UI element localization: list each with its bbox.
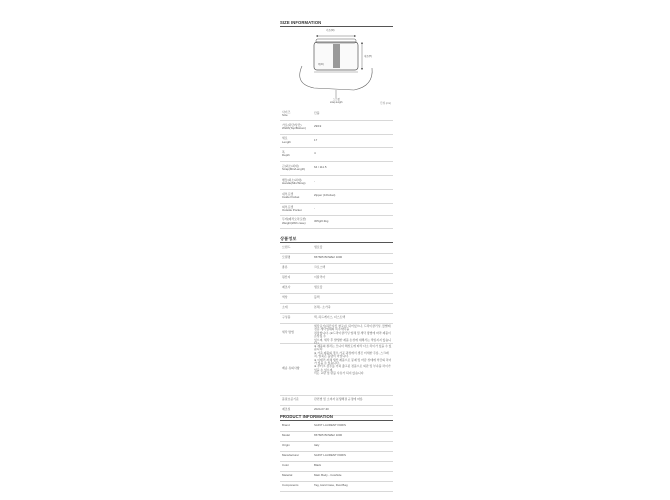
row-value: 세탁표기(하단사진 참고)로 되어있으나, 드라이클리닝, 물빨래 전문 세탁업체의 특수세탁을 권장합니다. (※드라이클리닝 업체 및 세탁 방법에 따라 제품이 손상될 수 있으며, 세탁 후 발생한 제품 손상에 대해서는 책임지지 않습니다.) bbox=[314, 324, 392, 346]
diagram-width-label: 가로(W) bbox=[326, 29, 335, 32]
row-label: 브랜드 bbox=[282, 245, 291, 250]
row-label: 핸들(최소/최대) Handle(Min/Strap) bbox=[282, 177, 306, 185]
table-row bbox=[280, 215, 393, 229]
row-value: Main Body - Cowhide bbox=[314, 473, 342, 478]
row-value: 657605 BOWE2 1000 bbox=[314, 255, 343, 260]
row-label: 배송 유의사항 bbox=[282, 366, 300, 371]
row-label: 세탁 방법 bbox=[282, 330, 294, 335]
diagram-height-label: 세로(H) bbox=[364, 55, 372, 58]
row-value: Tag, Hard Case, Dust Bag bbox=[314, 483, 348, 488]
product-kr-title: 상품정보 bbox=[280, 236, 297, 241]
table-row bbox=[280, 147, 393, 162]
row-label: Color bbox=[282, 463, 289, 468]
row-label: Model bbox=[282, 433, 290, 438]
row-value: - bbox=[314, 206, 315, 211]
table-row bbox=[280, 343, 393, 396]
row-value: 단품 bbox=[314, 111, 320, 116]
row-value: - bbox=[314, 179, 315, 184]
table-row bbox=[280, 120, 393, 135]
row-label: 소재 bbox=[282, 305, 288, 310]
row-label: 무게(제작오차포함) Weight(With case) bbox=[282, 217, 307, 225]
row-label: 외부포켓 Outside Pocket bbox=[282, 204, 302, 212]
row-value: 크로스백 bbox=[314, 265, 326, 270]
row-label: Brand bbox=[282, 423, 290, 428]
diagram-depth-label: 폭(D) bbox=[318, 63, 324, 66]
row-value: 2024-07-30 bbox=[314, 407, 329, 412]
row-label: 구성품 bbox=[282, 315, 291, 320]
row-label: 제조일 bbox=[282, 407, 291, 412]
row-label: Material bbox=[282, 473, 293, 478]
row-value: SAINT LAURENT PARIS bbox=[314, 453, 346, 458]
row-value: 657605 BOWE2 1000 bbox=[314, 433, 343, 438]
row-value: 이탈리아 bbox=[314, 275, 326, 280]
row-value: Italy bbox=[314, 443, 320, 448]
row-label: 종류 bbox=[282, 265, 288, 270]
row-label: 제조사 bbox=[282, 285, 291, 290]
row-label: 폭 Depth bbox=[282, 149, 290, 157]
row-value: 29/19 bbox=[314, 124, 322, 129]
table-row bbox=[280, 134, 393, 148]
row-value: 택, 하드케이스, 더스트백 bbox=[314, 315, 346, 320]
row-value: Black bbox=[314, 463, 322, 468]
row-value: SAINT LAURENT PARIS bbox=[314, 423, 346, 428]
row-value: 관련법 및 소비자 분쟁해결 규정에 따름 bbox=[314, 397, 363, 402]
row-label: 내부포켓 Inside Pocket bbox=[282, 191, 300, 199]
row-label: 가로(하단/상단) Width(Top/Bottom) bbox=[282, 122, 306, 130]
table-row bbox=[280, 161, 393, 176]
row-value: 17 bbox=[314, 137, 318, 142]
row-label: 품질보증기준 bbox=[282, 397, 299, 402]
row-value: 블랙 bbox=[314, 295, 320, 300]
row-label: 색상 bbox=[282, 295, 288, 300]
row-label: 원산지 bbox=[282, 275, 291, 280]
table-row bbox=[280, 323, 393, 344]
row-value: Zipper (1Pocket) bbox=[314, 193, 336, 198]
size-info-divider bbox=[280, 26, 393, 27]
row-label: 세로 Length bbox=[282, 136, 291, 144]
table-row bbox=[280, 189, 393, 204]
row-value: 64 / 111.5 bbox=[314, 165, 327, 170]
size-info-title: SIZE INFORMATION bbox=[280, 20, 322, 25]
table-row bbox=[280, 481, 393, 492]
row-label: 끈(최소/최대) Strap(Min/Length) bbox=[282, 163, 306, 171]
row-label: Components bbox=[282, 483, 299, 488]
row-value: ※ 제품의 컬러는 모니터 해상도에 따라 다소 차이가 있을 수 있습니다. ※ 가죽 제품의 경우 가공 과정에서 생긴 미세한 주름, 스크래치, 얼룩은 불량이 아닙니다. ※ 이태리 자체 생산 제품으로 봉제 및 마감 상태에 약간의 차이가 있을 수 있습니다. ※ 부티크 검수를 거쳐 출고된 정품으로 외관 및 부속품 차이가 있을 수 있으며, 이는 교환 및 환불 사유가 되지 않습니다. bbox=[314, 344, 392, 376]
row-value: 4 bbox=[314, 151, 316, 156]
row-value: 305g/0.3kg bbox=[314, 218, 329, 223]
row-value: 생로랑 bbox=[314, 245, 323, 250]
row-label: Origin bbox=[282, 443, 290, 448]
table-row bbox=[280, 175, 393, 190]
product-en-title: PRODUCT INFORMATION bbox=[280, 414, 333, 419]
row-label: Manufacturer bbox=[282, 453, 300, 458]
diagram-strap-label: 스트랩 strap length bbox=[330, 98, 343, 104]
row-label: 사이즈 Size bbox=[282, 109, 291, 117]
row-label: 모델명 bbox=[282, 255, 291, 260]
size-unit: 단위 (cm) bbox=[380, 102, 391, 105]
row-value: 생로랑 bbox=[314, 285, 323, 290]
row-value: 본체 - 소가죽 bbox=[314, 305, 331, 310]
